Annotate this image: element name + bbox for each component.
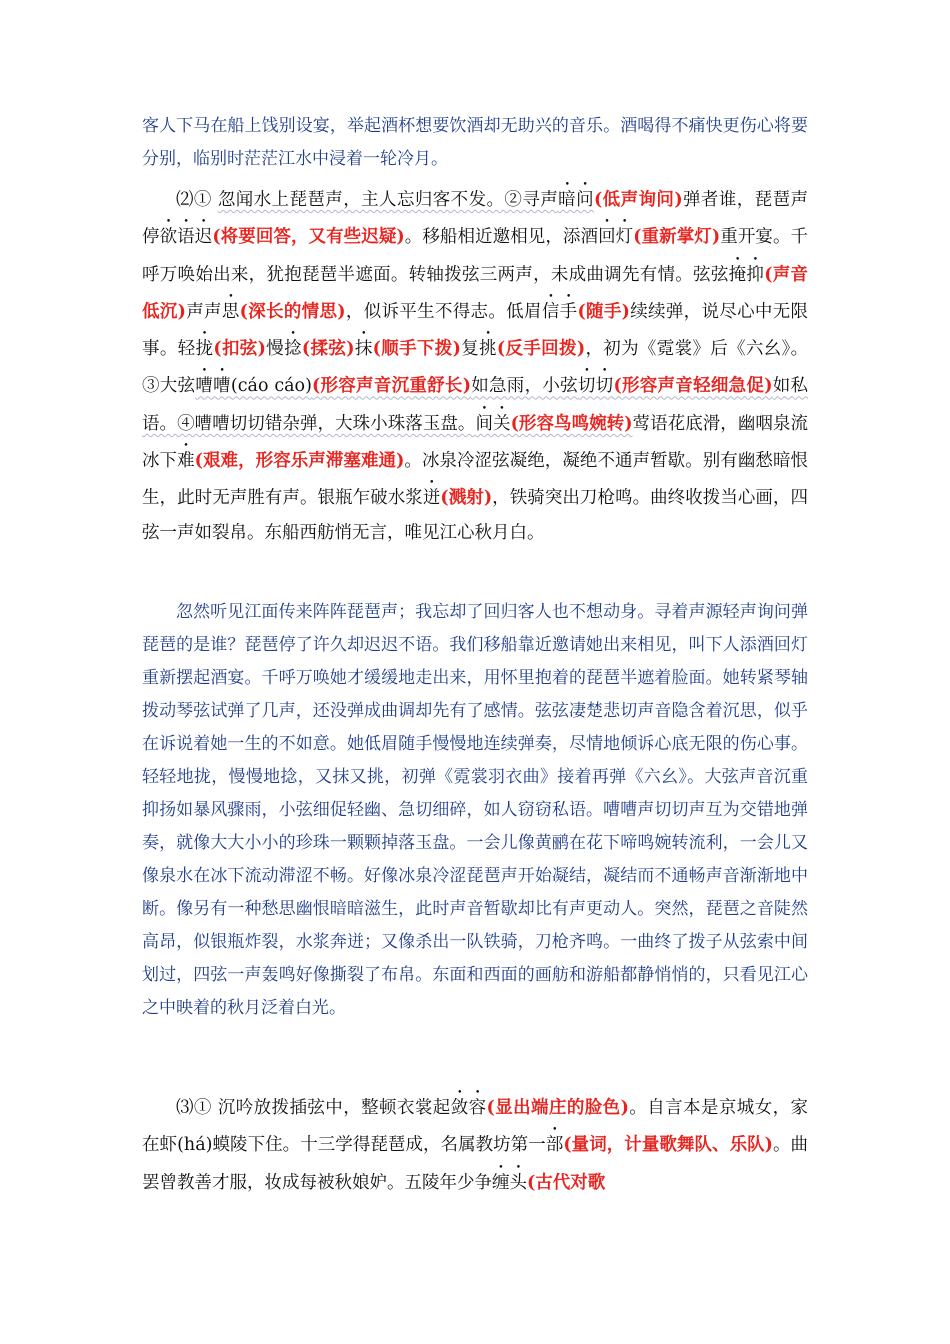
- gloss: (反手回拨): [496, 339, 586, 360]
- text: 。曲罢曾教善才服，妆成每被秋娘妒。五陵年少争: [142, 1135, 809, 1193]
- text: 。冰泉冷涩弦凝绝，凝绝不通声暂歇。别有幽愁暗恨生，此时无声胜有声。银瓶乍破水浆: [142, 451, 809, 509]
- gloss: (形容鸟鸣婉转): [510, 413, 633, 434]
- keyword: 欲语迟: [159, 227, 213, 248]
- sentence-1: 忽闻水上琵琶声，主人忘归客不发。②寻声: [217, 190, 559, 210]
- gloss: (声音低沉): [142, 264, 809, 322]
- gloss: (随手): [577, 301, 630, 322]
- paragraph-label: ⑶①: [176, 1098, 212, 1118]
- keyword: 暗问: [558, 190, 594, 210]
- keyword: 思: [221, 301, 240, 322]
- gloss: (古代对歌: [527, 1172, 606, 1193]
- gloss: (揉弦): [301, 339, 355, 360]
- text: 如急雨，小弦: [470, 376, 578, 397]
- keyword: 部: [545, 1135, 564, 1156]
- keyword: 捻: [284, 339, 302, 360]
- gloss: (形容声音轻细急促): [613, 376, 773, 397]
- text: 蟆陵下住。十三学得琵琶成，名属教坊第一: [212, 1135, 546, 1156]
- paragraph-label: ⑵①: [176, 190, 212, 210]
- keyword: 掩抑: [728, 264, 765, 285]
- text: 复: [460, 339, 480, 360]
- gloss: (深长的情思): [239, 301, 346, 322]
- text: 重开宴。千呼万唤始出来，犹抱琵琶半遮面。转轴拨弦三两声，未成曲调先有情。弦弦: [142, 227, 809, 285]
- text: ，似诉平生不得志。低眉: [345, 301, 542, 322]
- keyword: 敛容: [450, 1098, 487, 1118]
- gloss: (将要回答，又有些迟疑): [212, 227, 405, 248]
- gloss: (量词，计量歌舞队、乐队): [563, 1135, 773, 1156]
- gloss: (扣弦): [213, 339, 266, 360]
- text: 续续弹，说尽心中无限事。轻: [142, 301, 809, 360]
- gloss: (显出端庄的脸色): [486, 1098, 629, 1118]
- gloss: (溅射): [440, 488, 493, 509]
- text: 弹者谁，琵琶声停: [142, 190, 808, 248]
- pinyin: (cáo cáo): [230, 376, 312, 397]
- text: 。自言本是京城女，家在虾: [142, 1098, 809, 1156]
- gloss: (艰难，形容乐声滞塞难通): [194, 451, 405, 472]
- keyword: 回灯: [598, 227, 634, 248]
- keyword: 挑: [479, 339, 497, 360]
- keyword: 拢: [195, 339, 214, 360]
- gloss: (低声询问): [593, 190, 683, 210]
- text: 沉吟放拨插弦中，整顿衣裳起: [217, 1098, 451, 1118]
- original-paragraph-2: [142, 180, 808, 550]
- keyword: 间关: [475, 413, 511, 434]
- gloss: (顺手下拨): [372, 339, 461, 360]
- keyword: 抹: [354, 339, 373, 360]
- text: 莺语花底滑，幽咽泉流冰下: [142, 413, 809, 472]
- keyword: 难: [177, 451, 195, 472]
- keyword: 迸: [422, 488, 441, 509]
- gloss: (重新掌灯): [633, 227, 721, 248]
- pinyin: (há): [177, 1135, 213, 1156]
- text: ，铁骑突出刀枪鸣。曲终收拨当心画，四弦一声如裂帛。东船西舫悄无言，唯见江心秋月白。: [142, 488, 809, 543]
- keyword: 信手: [541, 301, 578, 322]
- translation-paragraph-2: 忽然听见江面传来阵阵琵琶声；我忘却了回归客人也不想动身。寻着声源轻声询问弹琵琶的是谁？琵琶停了许久却迟迟不语。我们移船靠近邀请她出来相见，叫下人添酒回灯重新摆起酒宴。千呼万唤她才缓缓地走出来，用怀里抱着的琵琶半遮着脸面。她转紧琴轴拨动琴弦试弹了几声，还没弹成曲调却先有了感情。弦弦凄楚悲切声音隐含着沉思，似乎在诉说着她一生的不如意。她低眉随手慢慢地连续弹奏，尽情地倾诉心底无限的伤心事。轻轻地拢，慢慢地捻，又抹又挑，初弹《霓裳羽衣曲》接着再弹《六幺》。大弦声音沉重抑扬如暴风骤雨，小弦细促轻幽、急切细碎，如人窃窃私语。嘈嘈声切切声互为交错地弹奏，就像大大小小的珍珠一颗颗掉落玉盘。一会儿像黄鹂在花下啼鸣婉转流利，一会儿又像泉水在冰下流动滞涩不畅。好像冰泉冷涩琵琶声开始凝结，凝结而不通畅声音渐渐地中断。像另有一种愁思幽恨暗暗滋生，此时声音暂歇却比有声更动人。突然，琵琶之音陡然高昂，似银瓶炸裂，水浆奔迸；又像杀出一队铁骑，刀枪齐鸣。一曲终了拨子从弦索中间划过，四弦一声轰鸣好像撕裂了布帛。东面和西面的画舫和游船都静悄悄的，只看见江心之中映着的秋月泛着白光。: [142, 602, 808, 1018]
- original-paragraph-3: [142, 1088, 808, 1200]
- translation-paragraph-1: 客人下马在船上饯别设宴，举起酒杯想要饮酒却无助兴的音乐。酒喝得不痛快更伤心将要分别，临别时茫茫江水中浸着一轮冷月。: [142, 116, 808, 169]
- keyword: 嘈嘈: [195, 376, 231, 397]
- keyword: 缠头: [492, 1172, 527, 1193]
- text: 声声: [185, 301, 222, 322]
- text: 。移船相近邀相见，添酒: [404, 227, 599, 248]
- text: ，初为《霓裳》后《六幺》。③大弦: [142, 339, 809, 397]
- text: 慢: [265, 339, 285, 360]
- text: 如私语。④嘈嘈切切错杂弹，大珠小珠落玉盘。: [142, 376, 809, 434]
- keyword: 切切: [577, 376, 614, 397]
- gloss: (形容声音沉重舒长): [311, 376, 471, 397]
